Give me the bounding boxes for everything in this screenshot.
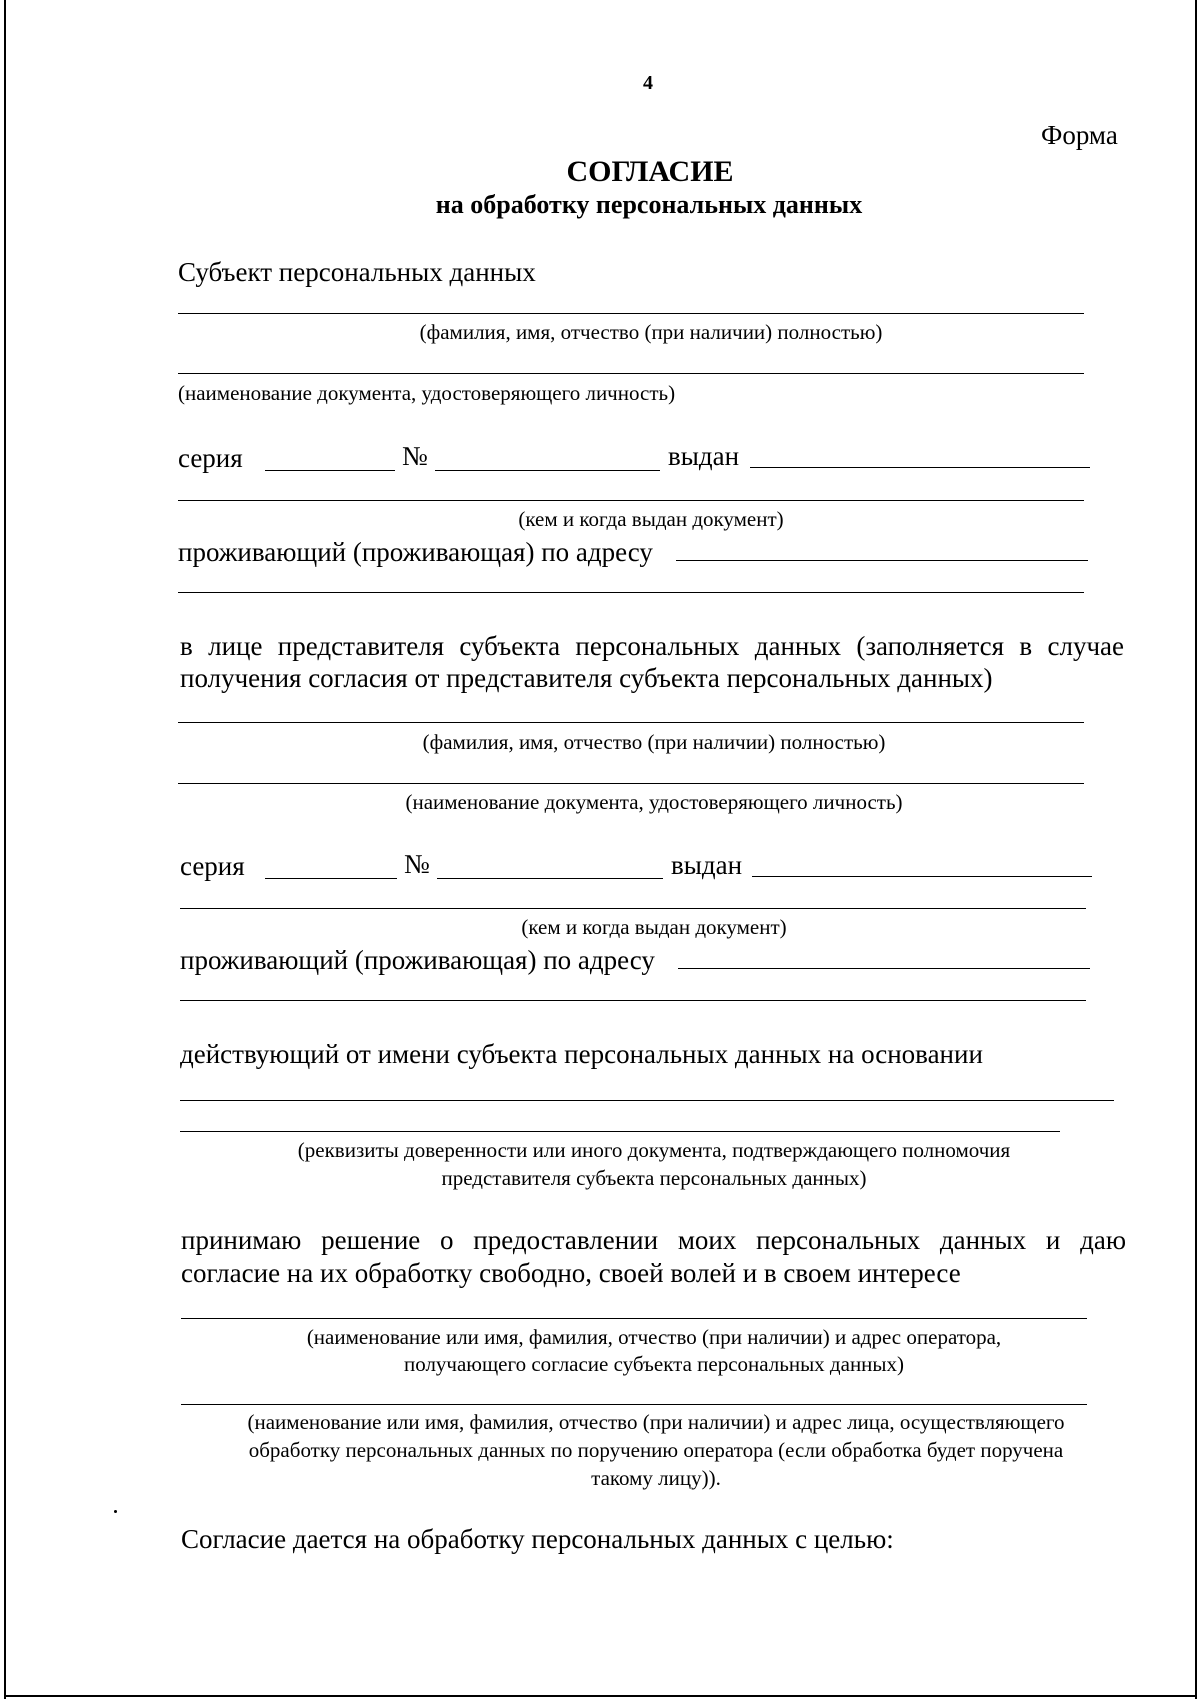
operator-field[interactable]	[181, 1318, 1087, 1319]
representative-text-line2: получения согласия от представителя субъекта персональных данных)	[180, 663, 993, 693]
representative-fio-hint: (фамилия, имя, отчество (при наличии) полностью)	[422, 730, 886, 754]
subject-heading: Субъект персональных данных	[178, 257, 536, 287]
processor-field[interactable]	[181, 1404, 1087, 1405]
subject-issued-field[interactable]	[750, 467, 1090, 468]
subject-address-field[interactable]	[676, 560, 1088, 561]
subject-fio-hint: (фамилия, имя, отчество (при наличии) полностью)	[419, 320, 883, 344]
decision-text-line1: принимаю решение о предоставлении моих персональных данных и даю	[181, 1225, 1126, 1255]
representative-doc-field[interactable]	[178, 783, 1084, 784]
processor-hint-3: такому лицу)).	[591, 1466, 721, 1490]
representative-basis-hint-1: (реквизиты доверенности или иного документа, подтверждающего полномочия	[297, 1138, 1011, 1162]
representative-number-field[interactable]	[437, 878, 663, 879]
representative-address-label: проживающий (проживающая) по адресу	[180, 945, 655, 975]
representative-basis-label: действующий от имени субъекта персональных данных на основании	[180, 1039, 983, 1069]
representative-issued-hint: (кем и когда выдан документ)	[521, 915, 787, 939]
subject-address-label: проживающий (проживающая) по адресу	[178, 537, 653, 567]
representative-basis-field-2[interactable]	[180, 1131, 1060, 1132]
representative-text-line1: в лице представителя субъекта персональных данных (заполняется в случае	[180, 631, 1124, 661]
representative-series-field[interactable]	[265, 878, 397, 879]
subject-doc-field[interactable]	[178, 373, 1084, 374]
subject-number-field[interactable]	[435, 470, 660, 471]
subject-fio-field[interactable]	[178, 313, 1084, 314]
page-number: 4	[643, 72, 653, 94]
subject-number-label: №	[402, 441, 428, 471]
subject-issued-hint: (кем и когда выдан документ)	[518, 507, 784, 531]
operator-hint-2: получающего согласие субъекта персональных данных)	[403, 1352, 905, 1376]
purpose-label: Согласие дается на обработку персональных данных с целью:	[181, 1524, 894, 1554]
representative-series-label: серия	[180, 851, 245, 881]
representative-address-field-2[interactable]	[180, 1000, 1086, 1001]
representative-issued-field[interactable]	[752, 876, 1092, 877]
subject-address-field-2[interactable]	[178, 592, 1084, 593]
representative-issued-field-2[interactable]	[180, 908, 1086, 909]
processor-hint-2: обработку персональных данных по поручению оператора (если обработка будет поручена	[248, 1438, 1064, 1462]
representative-doc-hint: (наименование документа, удостоверяющего личность)	[405, 790, 903, 814]
representative-basis-field[interactable]	[180, 1100, 1114, 1101]
operator-hint-1: (наименование или имя, фамилия, отчество (при наличии) и адрес оператора,	[306, 1325, 1002, 1349]
page-border-bottom	[4, 1695, 1197, 1697]
document-subtitle: на обработку персональных данных	[435, 190, 863, 219]
subject-series-label: серия	[178, 443, 243, 473]
page-border-left	[4, 0, 6, 1699]
processor-hint-1: (наименование или имя, фамилия, отчество (при наличии) и адрес лица, осуществляющего	[247, 1410, 1065, 1434]
representative-basis-hint-2: представителя субъекта персональных данных)	[441, 1166, 867, 1190]
form-label: Форма	[1041, 120, 1118, 150]
representative-issued-label: выдан	[671, 850, 743, 880]
scan-speck	[114, 1510, 117, 1513]
representative-address-field[interactable]	[678, 968, 1090, 969]
page-border-right	[1195, 0, 1197, 1699]
representative-fio-field[interactable]	[178, 722, 1084, 723]
representative-number-label: №	[404, 849, 430, 879]
document-title: СОГЛАСИЕ	[566, 155, 734, 188]
subject-doc-hint: (наименование документа, удостоверяющего личность)	[178, 381, 676, 405]
subject-issued-field-2[interactable]	[178, 500, 1084, 501]
subject-series-field[interactable]	[265, 470, 395, 471]
subject-issued-label: выдан	[668, 441, 740, 471]
decision-text-line2: согласие на их обработку свободно, своей волей и в своем интересе	[181, 1258, 961, 1288]
